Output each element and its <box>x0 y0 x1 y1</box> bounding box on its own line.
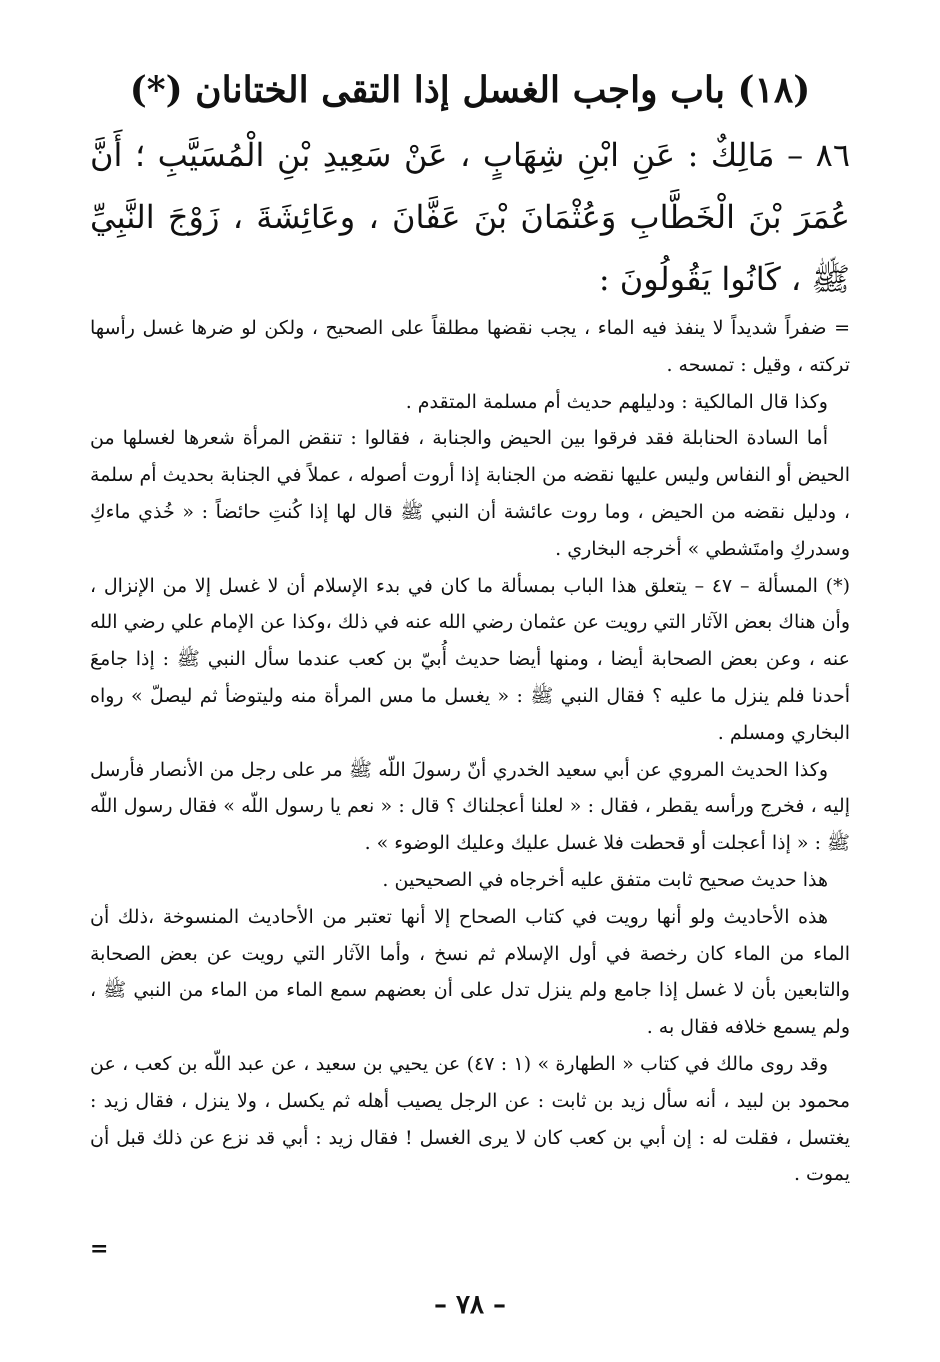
document-page <box>90 60 850 1193</box>
footnote-paragraph-hanabila: أما السادة الحنابلة فقد فرقوا بين الحيض والجنابة ، فقالوا : تنقض المرأة شعرها لغسلها من الحيض أو النفاس وليس عليها نقضه من الجنابة إذا أروت أصوله ، عملاً في الجنابة بحديث أم سلمة ، ودليل نقضه من الحيض ، وما روت عائشة أن النبي ﷺ قال لها إذا كُنتِ حائضاً : « خُذي ماءكِ وسدركِ وامتَشطي » أخرجه البخاري . <box>90 427 850 560</box>
hadith-text: ٨٦ – مَالِكٌ : عَنِ ابْنِ شِهَابٍ ، عَنْ سَعِيدِ بْنِ الْمُسَيَّبِ ؛ أَنَّ عُمَرَ بْنَ الْخَطَّابِ وَعُثْمَانَ بْنَ عَفَّانَ ، وعَائِشَةَ ، زَوْجَ النَّبِيِّ ﷺ ، كَانُوا يَقُولُونَ : <box>90 136 850 298</box>
continuation-mark: = <box>90 1236 109 1262</box>
page-number: – ٧٨ – <box>433 1290 507 1320</box>
masala-paragraph-malik: وقد روى مالك في كتاب « الطهارة » (١ : ٤٧) عن يحيي بن سعيد ، عن عبد اللّه بن كعب ، عن محمود بن لبيد ، أنه سأل زيد بن ثابت : عن الرجل يصيب أهله ثم يكسل ، ولا ينزل ، فقال زيد : يغتسل ، فقلت له : إن أبي بن كعب كان لا يرى الغسل ! فقال زيد : أبي قد نزع عن ذلك قبل أن يموت . <box>90 1052 850 1186</box>
footnote-paragraph-continuation: = ضفراً شديداً لا ينفذ فيه الماء ، يجب نقضها مطلقاً على الصحيح ، ولكن لو ضرها غسل رأسها تركته ، وقيل : تمسحه . <box>90 317 850 376</box>
footnote-paragraph-malikiyya: وكذا قال المالكية : ودليلهم حديث أم مسلمة المتقدم . <box>405 390 828 413</box>
masala-paragraph: (*) المسألة – ٤٧ – يتعلق هذا الباب بمسألة ما كان في بدء الإسلام أن لا غسل إلا من الإنزال ، وأن هناك بعض الآثار التي رويت عن عثمان رضي الله عنه في ذلك ،وكذا عن الإمام علي رضي الله عنه ، وعن بعض الصحابة أيضا ، ومنها أيضا حديث أُبيّ بن كعب عندما سأل النبي ﷺ : إذا جامعَ أحدنا فلم ينزل ما عليه ؟ فقال النبي ﷺ : « يغسل ما مس المرأة منه وليتوضأ ثم ليصلّ » رواه البخاري ومسلم . <box>90 574 850 744</box>
chapter-title: (١٨) باب واجب الغسل إذا التقى الختانان (*) <box>129 69 811 111</box>
masala-paragraph-sahih: هذا حديث صحيح ثابت متفق عليه أخرجاه في الصحيحين . <box>382 868 828 891</box>
masala-paragraph-mansukh: هذه الأحاديث ولو أنها رويت في كتاب الصحاح إلا أنها تعتبر من الأحاديث المنسوخة ،ذلك أن الماء من الماء كان رخصة في أول الإسلام ثم نسخ ، وأما الآثار التي رويت عن بعض الصحابة والتابعين بأن لا غسل إذا جامع ولم ينزل تدل على أن بعضهم سمع الماء من الماء من النبي ﷺ ، ولم يسمع خلافه فقال به . <box>90 905 850 1039</box>
masala-paragraph-khudri: وكذا الحديث المروي عن أبي سعيد الخدري أنّ رسولَ اللّه ﷺ مر على رجل من الأنصار فأرسل إليه ، فخرج ورأسه يقطر ، فقال : « لعلنا أعجلناك ؟ قال : « نعم يا رسول اللّه » فقال رسول اللّه ﷺ : « إذا أعجلت أو قحطت فلا غسل عليك وعليك الوضوء » . <box>90 758 850 855</box>
